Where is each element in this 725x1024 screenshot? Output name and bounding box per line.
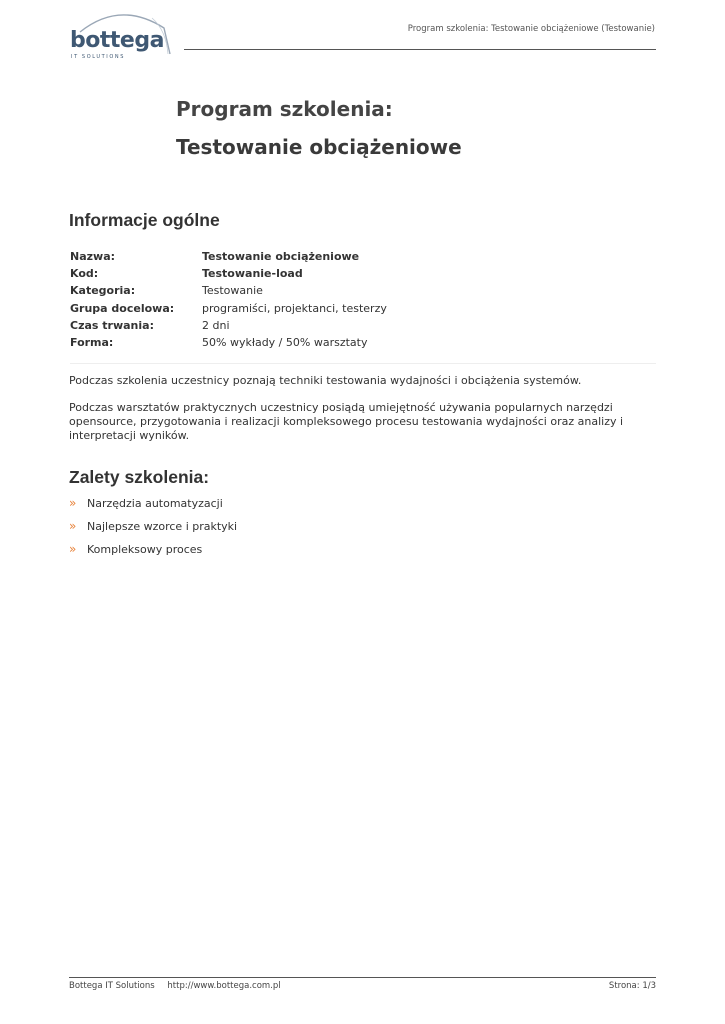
list-item-text: Kompleksowy proces bbox=[87, 543, 203, 556]
info-value: 2 dni bbox=[202, 318, 230, 332]
running-header: Program szkolenia: Testowanie obciążeniowe (Testowanie) bbox=[407, 24, 655, 34]
page-title: Testowanie obciążeniowe bbox=[176, 135, 462, 159]
page-number: Strona: 1/3 bbox=[608, 981, 656, 991]
info-label: Kategoria: bbox=[70, 284, 136, 298]
section-heading-advantages: Zalety szkolenia: bbox=[69, 467, 210, 487]
footer-url-link[interactable]: http://www.bottega.com.pl bbox=[167, 981, 281, 991]
info-label: Nazwa: bbox=[70, 250, 116, 263]
info-value: Testowanie bbox=[202, 284, 263, 298]
footer-company bbox=[69, 981, 281, 991]
logo-word: bottega bbox=[70, 28, 164, 53]
section-divider bbox=[70, 363, 656, 364]
footer-divider bbox=[69, 977, 656, 978]
description-paragraph: Podczas szkolenia uczestnicy poznają techniki testowania wydajności i obciążenia systemów. bbox=[69, 374, 582, 387]
info-value: 50% wykłady / 50% warsztaty bbox=[202, 335, 368, 349]
double-chevron-icon: » bbox=[69, 496, 77, 510]
logo-subtitle: IT SOLUTIONS bbox=[71, 54, 126, 60]
double-chevron-icon: » bbox=[69, 542, 77, 556]
double-chevron-icon: » bbox=[69, 519, 77, 533]
header-divider bbox=[184, 49, 656, 50]
info-row-name bbox=[70, 249, 656, 266]
info-row-category bbox=[70, 283, 656, 300]
page-title-prefix: Program szkolenia: bbox=[176, 97, 393, 121]
info-row-audience bbox=[70, 301, 656, 318]
section-heading-info: Informacje ogólne bbox=[69, 210, 220, 230]
footer-company-name: Bottega IT Solutions bbox=[69, 981, 155, 991]
company-logo bbox=[68, 8, 172, 58]
info-table bbox=[70, 249, 656, 352]
info-label: Forma: bbox=[70, 335, 114, 349]
list-item-text: Najlepsze wzorce i praktyki bbox=[87, 520, 238, 533]
description-paragraph: Podczas warsztatów praktycznych uczestnicy posiądą umiejętność używania popularnych narzędzi opensource, przygotowania i realizacji kompleksowego procesu testowania wydajności oraz analizy i interpretacji wyników. bbox=[69, 401, 624, 442]
info-label: Czas trwania: bbox=[70, 318, 154, 332]
info-value: programiści, projektanci, testerzy bbox=[202, 301, 387, 315]
list-item-text: Narzędzia automatyzacji bbox=[87, 497, 223, 510]
info-row-form bbox=[70, 335, 656, 352]
info-value: Testowanie obciążeniowe bbox=[202, 250, 360, 263]
info-row-code bbox=[70, 266, 656, 283]
info-label: Kod: bbox=[70, 267, 99, 281]
info-value: Testowanie-load bbox=[202, 267, 303, 281]
info-row-duration bbox=[70, 318, 656, 335]
info-label: Grupa docelowa: bbox=[70, 301, 175, 315]
